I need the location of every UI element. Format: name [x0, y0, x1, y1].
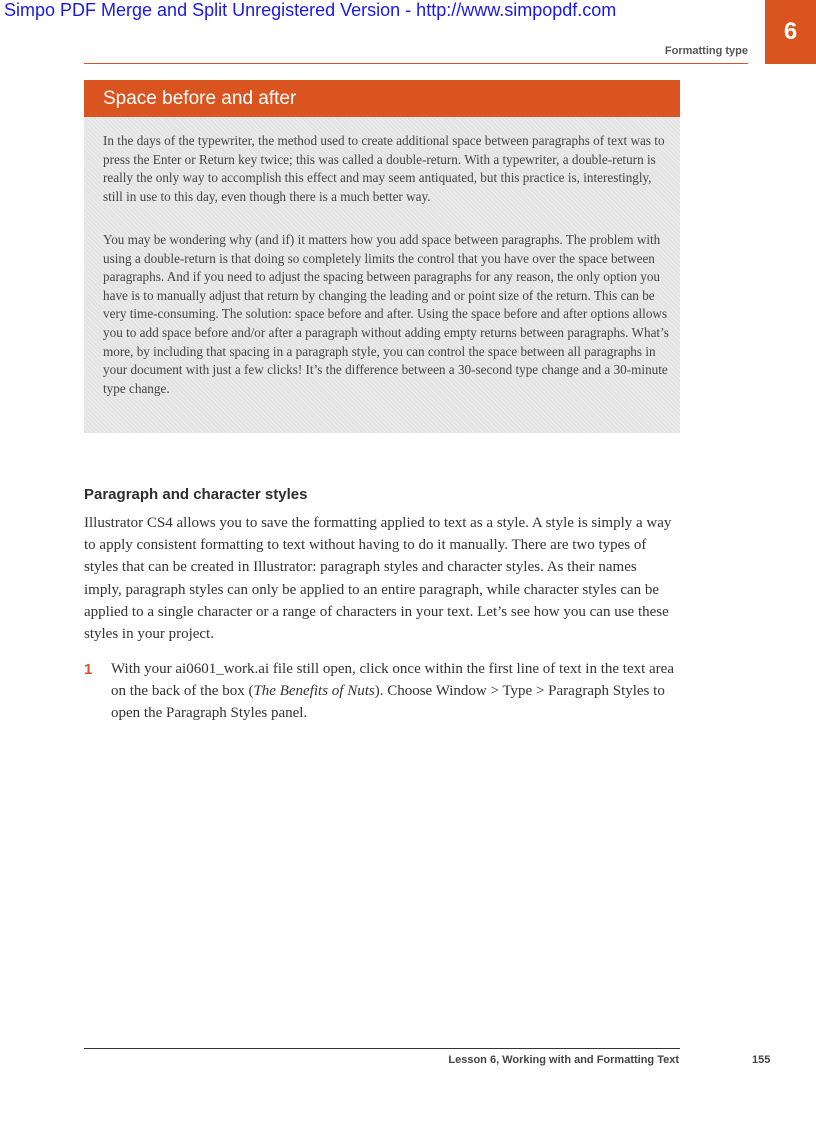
step-text [111, 658, 681, 725]
sidebar-box [84, 80, 680, 433]
section-heading: Paragraph and character styles [84, 486, 308, 503]
step-number: 1 [84, 661, 93, 678]
sidebar-paragraph-2: You may be wondering why (and if) it matters how you add space between paragraphs. The problem with using a double-return is that doing so completely limits the control that you have over the space between paragraphs. And if you need to adjust the spacing between paragraphs for any reason, the only option you have is to manually adjust that return by changing the leading and or point size of the return. This can be very time-consuming. The solution: space before and after. Using the space before and after options allows you to add space before and/or after a paragraph without adding empty returns between paragraphs. What’s more, by including that spacing in a paragraph style, you can control the space between all paragraphs in your document with just a few clicks! It’s the difference between a 30-second type change and a 30-minute type change. [103, 232, 669, 396]
footer-lesson: Lesson 6, Working with and Formatting Text [448, 1054, 679, 1066]
chapter-number: 6 [783, 18, 798, 45]
running-head: Formatting type [664, 45, 748, 57]
step-text-italic: The Benefits of Nuts [253, 683, 375, 700]
watermark-text: Simpo PDF Merge and Split Unregistered Version - http://www.simpopdf.com [4, 0, 617, 20]
chapter-tab [765, 0, 816, 64]
footer-rule [84, 1048, 680, 1049]
body-paragraph: Illustrator CS4 allows you to save the formatting applied to text as a style. A style is simply a way to apply consistent formatting to text without having to do it manually. There are two types of styles that can be created in Illustrator: paragraph styles and character styles. As their names imply, paragraph styles can only be applied to an entire paragraph, while character styles can be applied to a single character or a range of characters in your text. Let’s see how you can use these styles in your project. [84, 515, 672, 643]
sidebar-paragraph-1: In the days of the typewriter, the method used to create additional space between paragraphs of text was to press the Enter or Return key twice; this was called a double-return. With a typewriter, a double-return is really the only way to accomplish this effect and may seem antiquated, but this practice is, interestingly, still in use to this day, even though there is a much better way. [103, 133, 665, 204]
sidebar-title-bar [84, 80, 680, 117]
sidebar-title: Space before and after [103, 88, 297, 109]
header-rule [84, 63, 748, 64]
page-number: 155 [752, 1054, 771, 1066]
step-text-start: With your ai0601_work.ai file still open, click once within the first line of text in the text area on the back of the box ( [111, 661, 674, 700]
step-text-end: ). Choose Window > Type > Paragraph Styles to open the Paragraph Styles panel. [111, 683, 665, 722]
